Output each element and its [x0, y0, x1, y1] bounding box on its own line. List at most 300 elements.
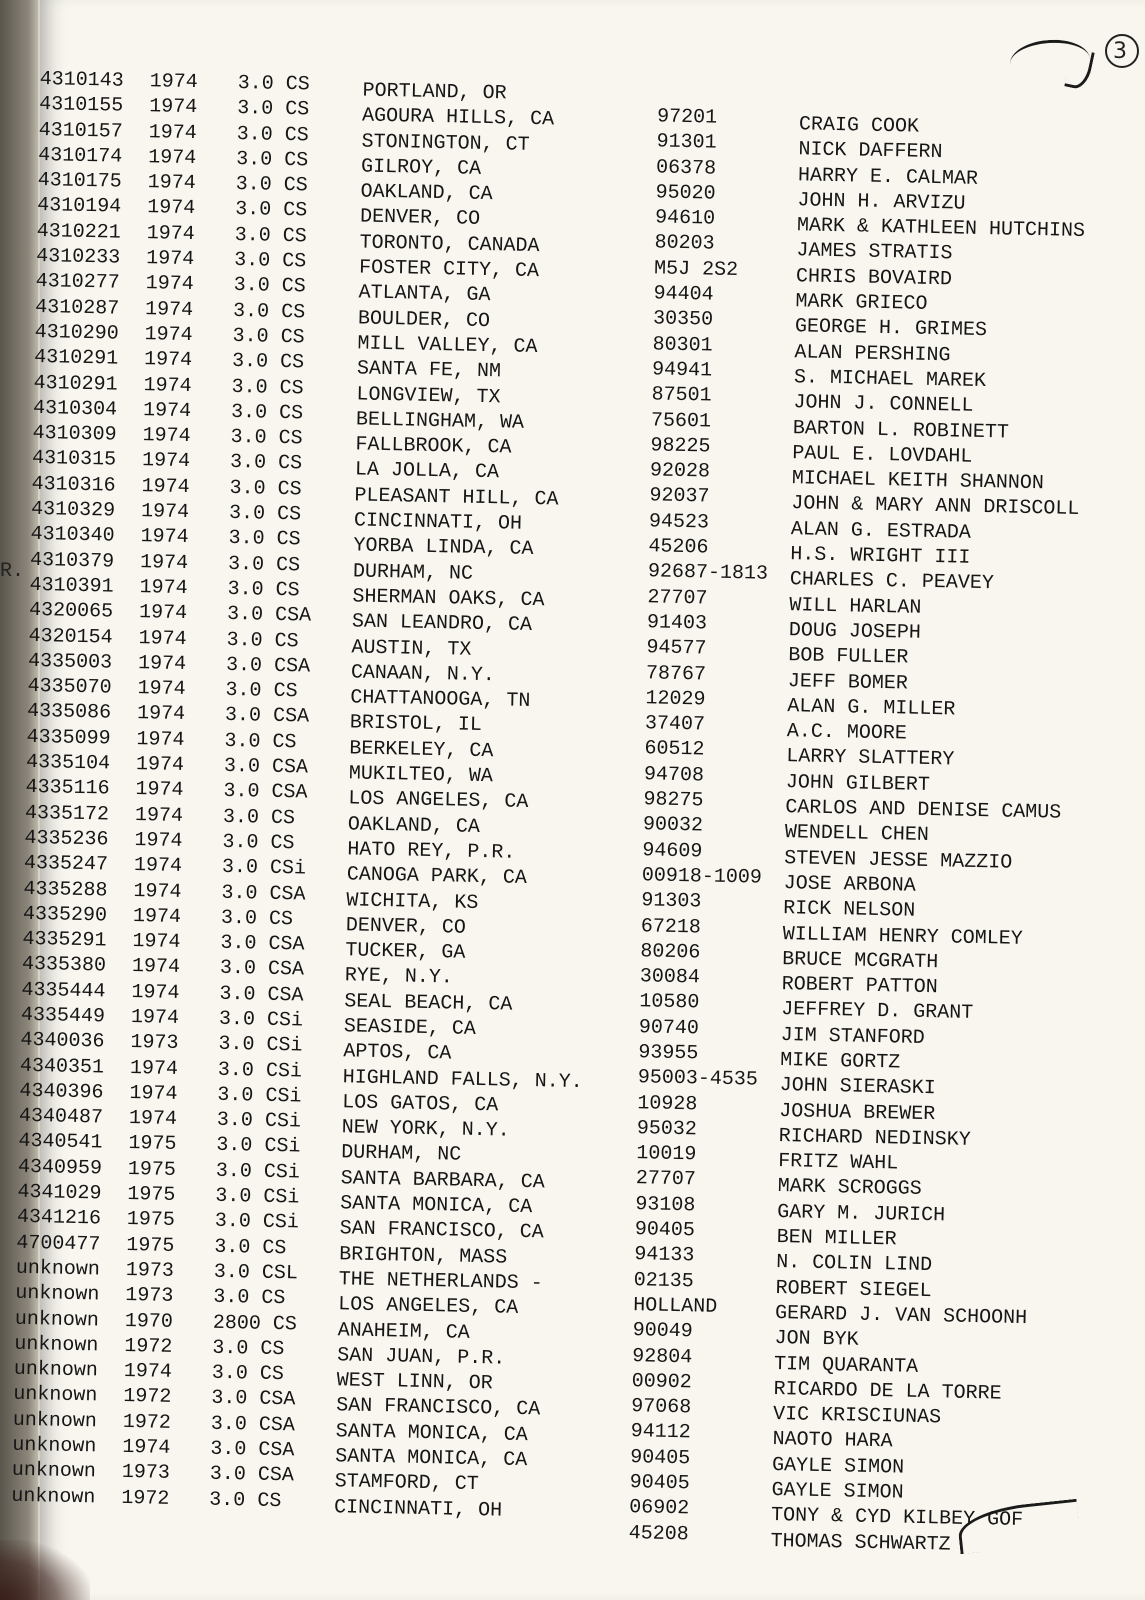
record-id: unknown — [14, 1332, 99, 1358]
record-city: MILL VALLEY, CA — [357, 332, 538, 360]
record-zip: 94133 — [634, 1243, 695, 1268]
record-name: RICARDO DE LA TORRE — [773, 1377, 1002, 1406]
record-version: 3.0 — [236, 97, 274, 121]
record-code: CS — [278, 401, 304, 426]
record-code: CS — [259, 1362, 285, 1387]
record-version-code — [230, 425, 303, 451]
record-code: CS — [257, 1489, 282, 1513]
record-name: JOHN SIERASKI — [779, 1074, 936, 1101]
record-year: 1974 — [139, 550, 189, 575]
record-version-code — [228, 526, 301, 552]
record-year: 1974 — [148, 95, 198, 120]
record-zip: 94577 — [646, 636, 707, 661]
record-year: 1974 — [145, 247, 195, 272]
record-version: 3.0 — [221, 881, 258, 906]
record-id: unknown — [14, 1307, 100, 1332]
record-code: CSi — [262, 1211, 300, 1235]
record-id: 4320154 — [28, 624, 113, 650]
record-year: 1974 — [142, 399, 192, 423]
record-city: BRISTOL, IL — [349, 711, 483, 738]
record-year: 1975 — [126, 1233, 175, 1258]
record-city: CINCINNATI, OH — [353, 509, 523, 536]
records-list — [11, 67, 1145, 1557]
record-version: 2800 — [212, 1311, 262, 1336]
record-zip: 90405 — [634, 1218, 696, 1243]
record-id: unknown — [13, 1383, 98, 1408]
record-zip: 67218 — [640, 914, 702, 939]
record-version-code — [226, 627, 299, 653]
record-year: 1974 — [142, 424, 191, 449]
record-year: 1974 — [139, 576, 188, 601]
record-name: WILL HARLAN — [789, 593, 922, 620]
record-version-code — [234, 248, 307, 274]
record-version: 3.0 — [227, 577, 264, 602]
record-year: 1974 — [136, 727, 185, 752]
record-id: 4310291 — [33, 371, 118, 397]
record-city: LA JOLLA, CA — [354, 458, 500, 485]
record-year: 1973 — [125, 1284, 174, 1309]
record-version-code — [235, 197, 308, 223]
record-version: 3.0 — [233, 249, 271, 273]
record-zip: 80301 — [652, 333, 713, 358]
record-city: LOS GATOS, CA — [342, 1091, 499, 1118]
record-city: RYE, N.Y. — [344, 964, 454, 990]
record-version-code — [217, 1083, 302, 1110]
record-code: CSi — [269, 856, 307, 881]
record-version: 3.0 — [213, 1285, 250, 1310]
record-year: 1972 — [122, 1410, 172, 1435]
record-city: BRIGHTON, MASS — [338, 1242, 508, 1270]
record-id: 4335380 — [21, 953, 107, 978]
record-year: 1974 — [135, 778, 184, 803]
page-number-circle: 3 — [1105, 34, 1139, 68]
record-year: 1972 — [123, 1385, 172, 1410]
record-year: 1974 — [143, 373, 192, 398]
record-zip: 97068 — [630, 1395, 692, 1420]
record-city: SAN JUAN, P.R. — [336, 1344, 506, 1371]
record-year: 1974 — [147, 171, 196, 196]
record-version: 3.0 — [237, 71, 274, 96]
record-id: 4310233 — [35, 245, 121, 270]
record-version: 3.0 — [218, 1033, 255, 1057]
record-code: CSA — [259, 1388, 296, 1412]
record-id: 4310329 — [30, 497, 116, 523]
record-id: 4335116 — [25, 776, 110, 801]
record-zip: 30084 — [639, 965, 701, 990]
record-id: 4700477 — [16, 1231, 101, 1257]
record-name: LARRY SLATTERY — [786, 745, 955, 772]
record-code: CSA — [258, 1413, 296, 1438]
record-city: SHERMAN OAKS, CA — [352, 585, 545, 613]
record-version: 3.0 — [215, 1159, 253, 1184]
record-id: 4335291 — [22, 927, 107, 953]
record-id: 4310143 — [39, 67, 124, 93]
record-year: 1974 — [137, 677, 186, 702]
record-version-code — [223, 779, 308, 806]
record-name: BOB FULLER — [788, 644, 909, 670]
record-version-code — [213, 1285, 286, 1311]
record-zip: 94708 — [643, 762, 705, 788]
record-zip: 80206 — [640, 940, 701, 965]
record-zip: 60512 — [644, 737, 705, 762]
record-version-code — [227, 577, 300, 603]
record-name: TIM QUARANTA — [773, 1352, 919, 1379]
record-city: AUSTIN, TX — [351, 635, 472, 662]
record-zip: 06378 — [655, 155, 717, 181]
record-name: THOMAS SCHWARTZ — [770, 1529, 951, 1557]
record-zip: 95020 — [655, 181, 716, 206]
record-name: MARK & KATHLEEN HUTCHINS — [796, 214, 1086, 244]
record-version-code — [222, 855, 307, 882]
record-city: SEAL BEACH, CA — [344, 989, 513, 1017]
record-version: 3.0 — [222, 805, 260, 830]
record-version-code — [210, 1437, 295, 1464]
record-zip: 80203 — [654, 231, 715, 257]
record-name: NAOTO HARA — [772, 1428, 893, 1454]
record-city: WEST LINN, OR — [336, 1369, 493, 1396]
record-code: CS — [261, 1286, 286, 1311]
record-year: 1974 — [131, 980, 180, 1005]
record-version: 3.0 — [219, 982, 256, 1007]
record-zip: M5J 2S2 — [653, 257, 739, 282]
record-code: CS — [268, 907, 294, 932]
record-version-code — [214, 1234, 287, 1260]
record-id: unknown — [12, 1433, 97, 1459]
record-name: MARK SCROGGS — [777, 1175, 922, 1202]
record-name: JOHN J. CONNELL — [793, 391, 974, 419]
record-year: 1974 — [136, 702, 186, 727]
record-version: 3.0 — [220, 931, 257, 956]
record-version-code — [219, 981, 304, 1008]
record-name: JIM STANFORD — [780, 1023, 925, 1050]
record-version: 3.0 — [226, 628, 263, 653]
record-name: GAYLE SIMON — [771, 1479, 904, 1505]
record-zip: 90049 — [632, 1319, 693, 1344]
record-version: 3.0 — [230, 426, 267, 450]
record-zip: 87501 — [651, 383, 712, 408]
record-name: GARY M. JURICH — [776, 1200, 946, 1228]
record-year: 1974 — [130, 1006, 180, 1030]
record-version-code — [211, 1386, 296, 1413]
record-year: 1974 — [135, 753, 185, 778]
record-city: SANTA FE, NM — [356, 357, 502, 384]
record-id: 4335247 — [23, 852, 109, 877]
record-version: 3.0 — [228, 527, 265, 551]
record-version: 3.0 — [222, 830, 259, 855]
record-name: JOSE ARBONA — [783, 872, 916, 898]
record-version: 3.0 — [216, 1108, 254, 1133]
record-zip: 37407 — [644, 712, 706, 737]
record-year: 1974 — [148, 120, 197, 145]
record-id: unknown — [15, 1256, 101, 1282]
record-version: 3.0 — [232, 324, 269, 349]
record-id: 4310174 — [37, 143, 123, 169]
record-zip: 93108 — [635, 1192, 696, 1218]
record-version: 3.0 — [231, 375, 268, 400]
record-zip: 00902 — [631, 1369, 692, 1395]
record-name: WENDELL CHEN — [784, 821, 930, 848]
record-id: 4340351 — [19, 1054, 105, 1080]
record-city: DENVER, CO — [359, 205, 481, 232]
record-year: 1974 — [140, 500, 190, 525]
record-id: unknown — [11, 1459, 97, 1484]
record-id: 4310340 — [30, 523, 115, 548]
record-id: 4335290 — [22, 902, 108, 928]
record-code: CSA — [274, 604, 312, 628]
record-city: SAN FRANCISCO, CA — [335, 1394, 541, 1422]
record-version-code — [232, 349, 305, 375]
record-zip: 91403 — [646, 611, 708, 636]
record-id: 4310391 — [29, 573, 114, 599]
record-version-code — [237, 71, 310, 97]
record-code: CS — [284, 123, 309, 147]
record-name: JOHN GILBERT — [785, 770, 931, 797]
record-name: BRUCE MCGRATH — [782, 947, 939, 975]
record-city: CANOGA PARK, CA — [346, 863, 528, 891]
record-year: 1974 — [144, 323, 193, 348]
record-version-code — [211, 1411, 296, 1438]
record-year: 1974 — [129, 1056, 179, 1081]
record-year: 1972 — [124, 1334, 173, 1359]
record-year: 1974 — [137, 651, 187, 676]
record-city: LOS ANGELES, CA — [348, 787, 529, 815]
record-zip: HOLLAND — [633, 1294, 718, 1319]
record-version: 3.0 — [211, 1361, 249, 1386]
record-zip: 10928 — [637, 1091, 698, 1116]
record-version: 3.0 — [224, 729, 261, 754]
record-id: 4335236 — [24, 826, 109, 852]
record-zip: 30350 — [652, 307, 714, 332]
record-code: CS — [276, 502, 302, 527]
record-name: MARK GRIECO — [795, 290, 928, 316]
record-id: 4340396 — [19, 1079, 104, 1105]
record-code: CSA — [273, 654, 311, 679]
record-id: unknown — [12, 1408, 98, 1434]
record-name: DOUG JOSEPH — [788, 619, 922, 645]
record-code: CSi — [263, 1160, 301, 1185]
record-version: 3.0 — [223, 754, 261, 779]
record-zip: 98275 — [643, 788, 704, 813]
record-year: 1974 — [131, 955, 181, 980]
record-city: NEW YORK, N.Y. — [341, 1116, 510, 1143]
record-id: 4340036 — [20, 1029, 105, 1054]
record-version: 3.0 — [219, 957, 257, 981]
record-city: HATO REY, P.R. — [347, 838, 516, 865]
record-version-code — [218, 1057, 303, 1084]
record-version: 3.0 — [216, 1134, 253, 1158]
record-year: 1974 — [138, 626, 187, 651]
record-code: CSA — [268, 932, 305, 957]
record-version: 3.0 — [227, 552, 265, 577]
record-code: CS — [283, 174, 308, 198]
record-version-code — [209, 1487, 282, 1513]
record-city: SANTA MONICA, CA — [335, 1419, 528, 1447]
record-name: ROBERT PATTON — [781, 973, 938, 1000]
record-version-code — [210, 1462, 295, 1489]
record-zip: 10580 — [639, 990, 700, 1015]
record-city: APTOS, CA — [343, 1040, 452, 1066]
record-zip: 94112 — [630, 1420, 691, 1445]
record-year: 1972 — [121, 1486, 170, 1511]
record-year: 1975 — [128, 1132, 177, 1157]
record-version: 3.0 — [213, 1260, 251, 1285]
record-name: JON BYK — [774, 1327, 859, 1352]
record-zip: 78767 — [645, 661, 707, 687]
record-city: GILROY, CA — [360, 155, 482, 181]
record-version: 3.0 — [210, 1412, 248, 1437]
record-code: CS — [273, 679, 298, 704]
record-code: CS — [275, 578, 300, 603]
record-version-code — [224, 729, 297, 755]
record-year: 1975 — [126, 1208, 176, 1233]
record-name: MICHAEL KEITH SHANNON — [791, 467, 1045, 496]
record-zip: 90032 — [642, 813, 704, 838]
record-zip: 90405 — [629, 1471, 690, 1496]
record-version: 3.0 — [217, 1083, 254, 1108]
record-id: unknown — [15, 1282, 100, 1307]
record-city: SANTA MONICA, CA — [340, 1192, 533, 1220]
record-version: 3.0 — [217, 1058, 255, 1083]
record-version-code — [236, 147, 309, 173]
record-version-code — [221, 906, 294, 932]
record-zip: 97201 — [656, 105, 718, 130]
record-name: H.S. WRIGHT III — [790, 543, 971, 570]
record-code: CS — [260, 1337, 285, 1362]
record-id: 4335104 — [25, 750, 111, 776]
record-version: 3.0 — [229, 476, 266, 501]
record-version-code — [220, 931, 305, 958]
record-id: 4310315 — [31, 447, 117, 473]
record-version-code — [229, 501, 302, 527]
record-name: N. COLIN LIND — [775, 1251, 933, 1278]
record-version-code — [220, 956, 305, 983]
record-year: 1974 — [128, 1107, 178, 1132]
record-code: CS — [279, 351, 305, 375]
record-version-code — [234, 223, 307, 249]
record-name: MIKE GORTZ — [779, 1049, 901, 1075]
record-version: 3.0 — [235, 173, 272, 197]
record-zip: 45206 — [648, 535, 709, 560]
record-version: 3.0 — [211, 1387, 248, 1411]
record-city: LOS ANGELES, CA — [337, 1293, 519, 1321]
record-zip: 12029 — [645, 687, 706, 712]
record-version: 3.0 — [215, 1184, 252, 1209]
record-city: AGOURA HILLS, CA — [361, 104, 555, 132]
record-name: STEVEN JESSE MAZZIO — [784, 846, 1013, 875]
record-zip: 75601 — [650, 408, 712, 434]
record-id: 4341216 — [16, 1206, 102, 1231]
record-id: 4310175 — [37, 169, 122, 194]
record-year: 1974 — [123, 1360, 173, 1385]
record-city: DENVER, CO — [345, 914, 467, 940]
record-id: 4340541 — [18, 1130, 103, 1155]
record-name: CARLOS AND DENISE CAMUS — [785, 796, 1062, 825]
record-name: S. MICHAEL MAREK — [793, 366, 987, 394]
record-year: 1974 — [132, 930, 181, 955]
record-year: 1974 — [129, 1081, 178, 1106]
record-zip: 91301 — [656, 130, 717, 155]
record-zip: 94941 — [651, 358, 713, 383]
record-year: 1973 — [121, 1461, 171, 1486]
record-year: 1973 — [125, 1258, 175, 1283]
record-version-code — [225, 678, 298, 704]
record-zip: 93955 — [638, 1041, 699, 1066]
record-city: STONINGTON, CT — [361, 130, 530, 157]
record-name: CHARLES C. PEAVEY — [789, 568, 995, 596]
record-name: JAMES STRATIS — [796, 239, 953, 266]
record-code: CS — [282, 224, 307, 249]
record-version: 3.0 — [214, 1235, 251, 1260]
record-code: CSi — [264, 1109, 302, 1134]
record-code: CS — [280, 300, 306, 325]
record-version: 3.0 — [225, 653, 263, 678]
record-name: JEFFREY D. GRANT — [780, 998, 974, 1026]
record-city: CANAAN, N.Y. — [350, 661, 496, 688]
record-zip: 95032 — [636, 1117, 698, 1142]
record-code: CSi — [265, 1059, 303, 1084]
record-code: CSA — [267, 983, 304, 1008]
record-id: 4310309 — [32, 422, 117, 447]
record-id: unknown — [11, 1484, 96, 1510]
record-name: NICK DAFFERN — [798, 138, 943, 165]
record-zip: 98225 — [650, 434, 711, 459]
record-name: CHRIS BOVAIRD — [795, 264, 953, 292]
record-city: THE NETHERLANDS - — [338, 1268, 543, 1296]
record-version-code — [237, 96, 310, 122]
record-code: CS — [283, 148, 309, 173]
record-code: CSL — [261, 1261, 299, 1286]
record-version-code — [213, 1310, 298, 1337]
record-year: 1974 — [144, 297, 194, 322]
record-city: ANAHEIM, CA — [337, 1318, 470, 1345]
record-city: OAKLAND, CA — [360, 180, 493, 207]
record-version: 3.0 — [234, 223, 271, 248]
record-city: PORTLAND, OR — [362, 79, 507, 106]
record-version-code — [236, 122, 309, 148]
record-city: PLEASANT HILL, CA — [354, 484, 559, 512]
record-name: RICHARD NEDINSKY — [778, 1124, 971, 1152]
record-year: 1973 — [130, 1031, 179, 1056]
record-version: 3.0 — [220, 906, 258, 931]
record-version: 3.0 — [223, 780, 260, 804]
record-name: ROBERT SIEGEL — [775, 1276, 932, 1303]
record-version: 3.0 — [228, 501, 266, 526]
record-code: CS — [277, 452, 303, 476]
page-corner-shadow — [0, 1540, 90, 1600]
record-zip: 02135 — [633, 1268, 695, 1294]
record-version: 3.0 — [210, 1437, 247, 1462]
record-version-code — [227, 602, 312, 629]
record-name: GAYLE SIMON — [771, 1453, 905, 1480]
record-id: 4310287 — [34, 295, 120, 321]
record-code: CSi — [266, 1008, 304, 1033]
record-city: WICHITA, KS — [346, 888, 479, 915]
record-code: CS — [285, 72, 310, 97]
record-code: CS — [279, 376, 304, 400]
record-year: 1974 — [147, 146, 197, 171]
record-name: ALAN PERSHING — [794, 340, 951, 367]
record-id: 4310157 — [38, 118, 123, 144]
record-city: BERKELEY, CA — [349, 737, 494, 763]
record-code: CS — [281, 249, 307, 274]
record-id: 4310221 — [36, 219, 121, 245]
record-code: CS — [277, 477, 302, 502]
record-year: 1974 — [146, 221, 195, 246]
record-zip: 94609 — [642, 838, 703, 864]
record-version: 3.0 — [214, 1210, 252, 1234]
record-version-code — [216, 1133, 301, 1160]
record-zip: 92037 — [649, 484, 710, 509]
